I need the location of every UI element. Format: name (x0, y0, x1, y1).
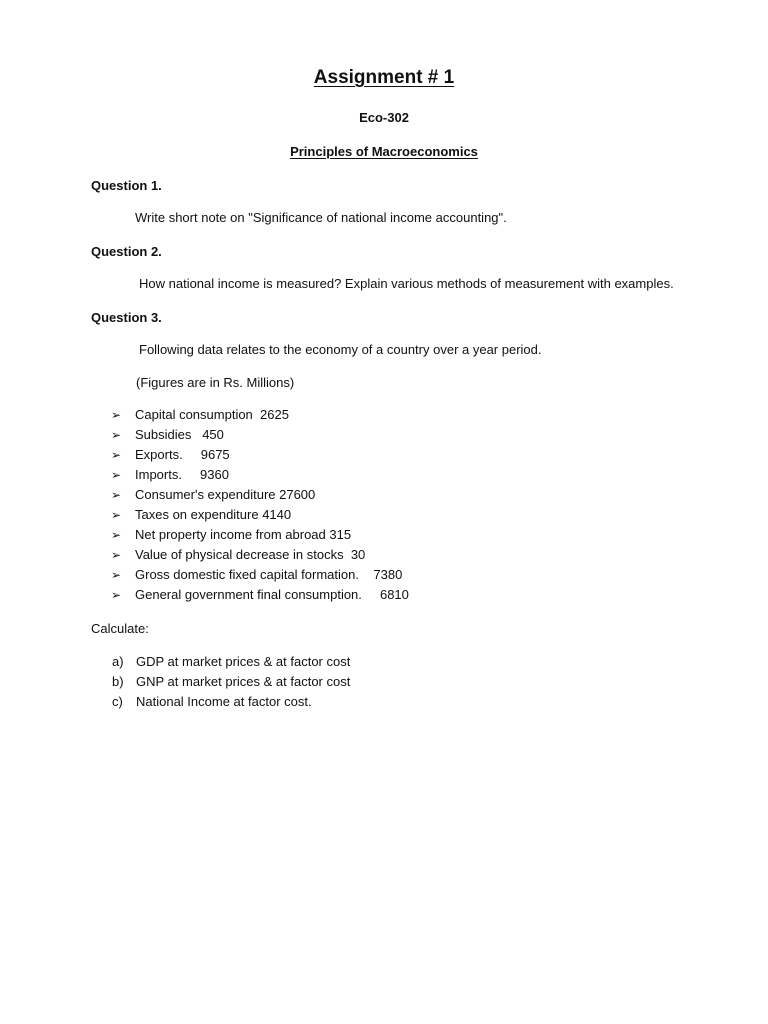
arrow-bullet-icon: ➢ (111, 448, 122, 462)
data-item-text: Taxes on expenditure 4140 (135, 507, 292, 522)
question-2-text: How national income is measured? Explain various methods of measurement with examples. (139, 276, 674, 291)
list-item (111, 548, 409, 568)
arrow-bullet-icon: ➢ (111, 528, 122, 542)
economic-data-list (111, 408, 409, 608)
question-1-text: Write short note on "Significance of national income accounting". (135, 210, 507, 225)
list-item (111, 428, 409, 448)
list-item (112, 695, 350, 715)
arrow-bullet-icon: ➢ (111, 408, 122, 422)
course-code: Eco-302 (359, 110, 409, 125)
arrow-bullet-icon: ➢ (111, 428, 122, 442)
calculation-parts-list (112, 655, 350, 715)
list-item (111, 408, 409, 428)
question-3-text: Following data relates to the economy of a country over a year period. (139, 342, 542, 357)
list-item (112, 675, 350, 695)
list-item (111, 508, 409, 528)
arrow-bullet-icon: ➢ (111, 568, 122, 582)
data-item-text: Net property income from abroad 315 (135, 527, 352, 542)
question-1-heading: Question 1. (91, 178, 162, 193)
arrow-bullet-icon: ➢ (111, 468, 122, 482)
data-item-text: Consumer's expenditure 27600 (135, 487, 316, 502)
data-item-text: Gross domestic fixed capital formation. 7380 (135, 567, 403, 582)
list-item (111, 528, 409, 548)
part-text: GDP at market prices & at factor cost (136, 654, 351, 669)
part-text: National Income at factor cost. (136, 694, 312, 709)
list-item (111, 448, 409, 468)
data-item-text: Subsidies 450 (135, 427, 224, 442)
list-item (111, 568, 409, 588)
part-letter: c) (112, 694, 123, 709)
list-item (112, 655, 350, 675)
list-item (111, 588, 409, 608)
data-item-text: General government final consumption. 6810 (135, 587, 409, 602)
data-item-text: Imports. 9360 (135, 467, 229, 482)
course-name: Principles of Macroeconomics (290, 144, 478, 159)
part-letter: b) (112, 674, 124, 689)
arrow-bullet-icon: ➢ (111, 488, 122, 502)
figures-note: (Figures are in Rs. Millions) (136, 375, 295, 390)
part-letter: a) (112, 654, 124, 669)
calculate-label: Calculate: (91, 621, 149, 636)
data-item-text: Exports. 9675 (135, 447, 230, 462)
data-item-text: Value of physical decrease in stocks 30 (135, 547, 366, 562)
arrow-bullet-icon: ➢ (111, 588, 122, 602)
list-item (111, 468, 409, 488)
arrow-bullet-icon: ➢ (111, 548, 122, 562)
data-item-text: Capital consumption 2625 (135, 407, 289, 422)
question-2-heading: Question 2. (91, 244, 162, 259)
list-item (111, 488, 409, 508)
question-3-heading: Question 3. (91, 310, 162, 325)
part-text: GNP at market prices & at factor cost (136, 674, 351, 689)
assignment-title: Assignment # 1 (313, 67, 455, 88)
arrow-bullet-icon: ➢ (111, 508, 122, 522)
